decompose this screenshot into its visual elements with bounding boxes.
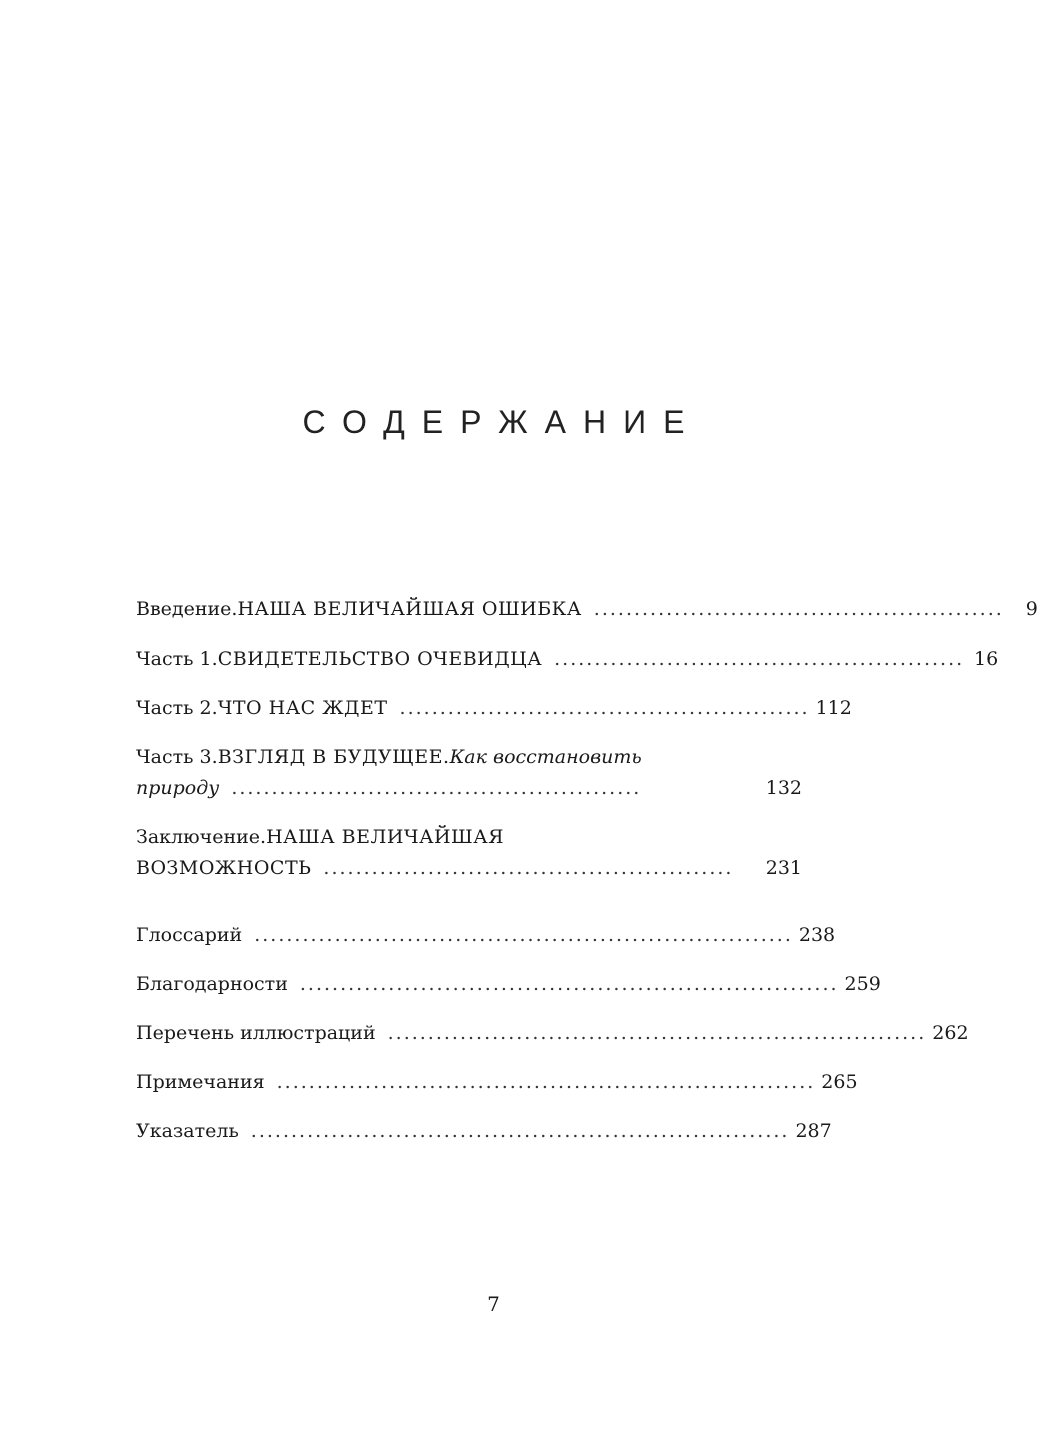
toc-entry-subtitle-continued: природу bbox=[136, 777, 220, 799]
toc-page-number: 231 bbox=[765, 857, 802, 879]
dot-leader: ................................................................... bbox=[387, 1022, 927, 1044]
toc-entry-notes[interactable] bbox=[136, 1067, 858, 1098]
dot-leader: ................................................... bbox=[593, 598, 1004, 620]
page-title: СОДЕРЖАНИЕ bbox=[302, 404, 702, 440]
toc-entry-label: Часть 2. bbox=[136, 697, 218, 719]
toc-entry-label: Указатель bbox=[136, 1120, 239, 1142]
toc-entry-intro[interactable] bbox=[136, 594, 1038, 625]
toc-entry-glossary[interactable] bbox=[136, 920, 836, 951]
dot-leader: ................................................................... bbox=[254, 924, 793, 946]
toc-entry-label: Часть 3. bbox=[136, 746, 218, 768]
dot-leader: ................................................... bbox=[554, 648, 965, 670]
toc-entry-part3[interactable] bbox=[136, 742, 802, 804]
toc-page-number: 259 bbox=[844, 973, 881, 995]
toc-entry-label: Благодарности bbox=[136, 973, 288, 995]
toc-entry-label: Введение. bbox=[136, 598, 238, 620]
toc-entry-label: Примечания bbox=[136, 1071, 265, 1093]
toc-page-number: 262 bbox=[932, 1022, 969, 1044]
toc-entry-subtitle: Как восстановить bbox=[449, 746, 642, 768]
dot-leader: ................................................... bbox=[231, 777, 642, 799]
toc-entry-title: НАША ВЕЛИЧАЙШАЯ ОШИБКА bbox=[237, 598, 582, 620]
toc-page-number: 9 bbox=[1025, 598, 1038, 620]
toc-entry-label: Глоссарий bbox=[136, 924, 243, 946]
toc-entry-label: Заключение. bbox=[136, 826, 267, 848]
toc-page-number: 112 bbox=[815, 697, 852, 719]
dot-leader: ................................................................... bbox=[299, 973, 839, 995]
table-of-contents bbox=[136, 594, 1038, 1147]
toc-entry-title-continued: ВОЗМОЖНОСТЬ bbox=[136, 857, 312, 879]
toc-entry-index[interactable] bbox=[136, 1116, 832, 1147]
toc-entry-title: СВИДЕТЕЛЬСТВО ОЧЕВИДЦА bbox=[217, 648, 543, 670]
toc-entry-label: Перечень иллюстраций bbox=[136, 1022, 376, 1044]
toc-page-number: 287 bbox=[795, 1120, 832, 1142]
toc-entry-title: НАША ВЕЛИЧАЙШАЯ bbox=[266, 826, 504, 848]
toc-page-number: 238 bbox=[798, 924, 836, 946]
toc-page-number: 16 bbox=[973, 648, 999, 670]
dot-leader: ................................................... bbox=[399, 697, 810, 719]
dot-leader: ................................................... bbox=[323, 857, 734, 879]
toc-entry-part2[interactable] bbox=[136, 693, 852, 724]
dot-leader: ................................................................... bbox=[250, 1120, 790, 1142]
toc-entry-illustrations[interactable] bbox=[136, 1018, 969, 1049]
toc-page-number: 265 bbox=[821, 1071, 858, 1093]
toc-entry-part1[interactable] bbox=[136, 644, 999, 675]
toc-entry-title: ВЗГЛЯД В БУДУЩЕЕ. bbox=[217, 746, 450, 768]
dot-leader: ................................................................... bbox=[276, 1071, 816, 1093]
toc-entry-label: Часть 1. bbox=[136, 648, 218, 670]
toc-entry-conclusion[interactable] bbox=[136, 822, 802, 884]
toc-entry-title: ЧТО НАС ЖДЕТ bbox=[217, 697, 388, 719]
page-number: 7 bbox=[487, 1292, 500, 1316]
toc-page-number: 132 bbox=[765, 777, 802, 799]
toc-entry-acknowledgements[interactable] bbox=[136, 969, 881, 1000]
